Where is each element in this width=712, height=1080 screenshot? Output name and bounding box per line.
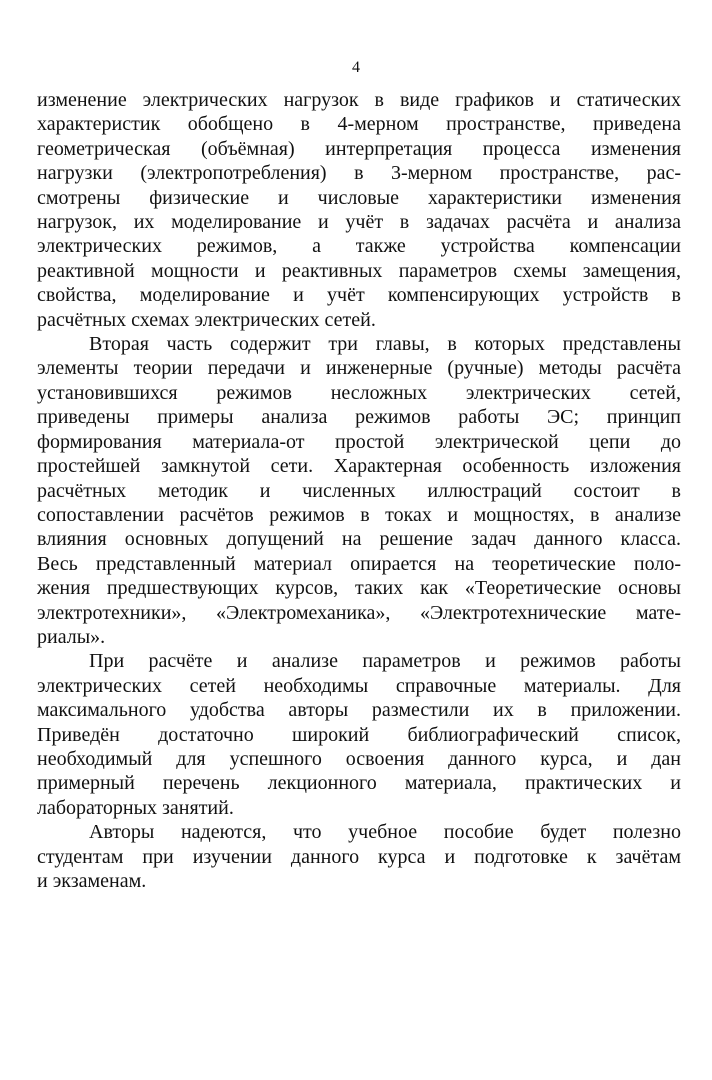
text-line: Приведён достаточно широкий библиографический список, <box>37 723 681 746</box>
text-line: влияния основных допущений на решение задач данного класса. <box>37 528 681 551</box>
text-line: изменение электрических нагрузок в виде графиков и статических <box>37 89 681 111</box>
text-line: жения предшествующих курсов, таких как «Теоретические основы <box>37 577 681 600</box>
paragraph-1 <box>37 88 681 332</box>
text-line: нагрузок, их моделирование и учёт в задачах расчёта и анализа <box>37 211 681 234</box>
body-text <box>37 88 681 893</box>
text-line: электротехники», «Электромеханика», «Электротехнические мате- <box>37 601 681 624</box>
text-line: геометрическая (объёмная) интерпретация процесса изменения <box>37 137 681 160</box>
text-line: необходимый для успешного освоения данного курса, и дан <box>37 747 681 770</box>
text-line: Вторая часть содержит три главы, в которых представлены <box>89 333 681 356</box>
text-line: риалы». <box>37 625 106 648</box>
text-line: формирования материала-от простой электрической цепи до <box>37 430 681 453</box>
text-line: При расчёте и анализе параметров и режимов работы <box>89 650 681 673</box>
text-line: электрических режимов, а также устройства компенсации <box>37 235 681 258</box>
text-line: электрических сетей необходимы справочные материалы. Для <box>37 674 681 697</box>
text-line: максимального удобства авторы разместили их в приложении. <box>37 699 681 722</box>
paragraph-3 <box>37 649 681 820</box>
text-line: приведены примеры анализа режимов работы ЭС; принцип <box>37 406 681 429</box>
text-line: характеристик обобщено в 4-мерном пространстве, приведена <box>37 113 681 136</box>
text-line: примерный перечень лекционного материала, практических и <box>37 772 681 795</box>
text-line: лабораторных занятий. <box>37 796 234 819</box>
text-line: студентам при изучении данного курса и подготовке к зачётам <box>37 845 681 868</box>
text-line: реактивной мощности и реактивных параметров схемы замещения, <box>37 259 681 282</box>
page-number: 4 <box>352 59 360 76</box>
text-line: сопоставлении расчётов режимов в токах и мощностях, в анализе <box>37 503 681 526</box>
paragraph-2 <box>37 332 681 649</box>
text-line: свойства, моделирование и учёт компенсирующих устройств в <box>37 284 681 307</box>
text-line: расчётных методик и численных иллюстраций состоит в <box>37 479 681 502</box>
text-line: Весь представленный материал опирается на теоретические поло- <box>37 552 681 575</box>
text-line: и экзаменам. <box>37 870 147 892</box>
text-line: смотрены физические и числовые характеристики изменения <box>37 186 681 209</box>
text-line: установившихся режимов несложных электрических сетей, <box>37 381 681 404</box>
text-line: элементы теории передачи и инженерные (ручные) методы расчёта <box>37 357 681 380</box>
text-line: расчётных схемах электрических сетей. <box>37 308 376 331</box>
paragraph-4 <box>37 820 681 893</box>
text-line: Авторы надеются, что учебное пособие будет полезно <box>89 821 681 844</box>
text-line: нагрузки (электропотребления) в 3-мерном пространстве, рас- <box>37 162 681 185</box>
text-line: простейшей замкнутой сети. Характерная особенность изложения <box>37 455 681 478</box>
